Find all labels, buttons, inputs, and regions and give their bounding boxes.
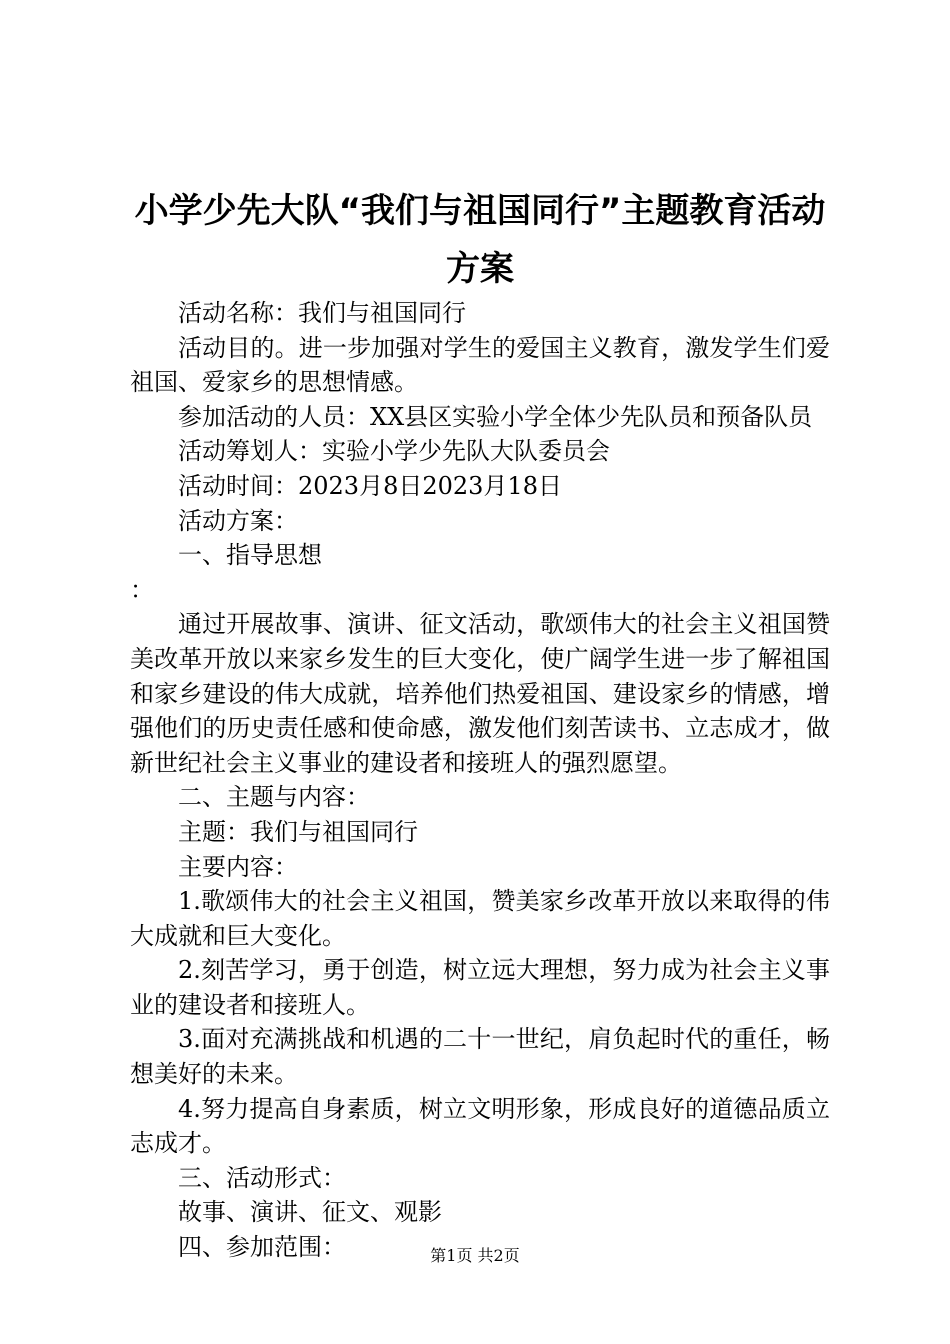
paragraph: 一、指导思想 (178, 541, 322, 570)
page-footer: 第1页 共2页 (430, 1246, 520, 1265)
paragraph: 活动筹划人：实验小学少先队大队委员会 (178, 437, 610, 466)
paragraph: 3.面对充满挑战和机遇的二十一世纪，肩负起时代的重任，畅想美好的未来。 (130, 1025, 830, 1089)
paragraph: 故事、演讲、征文、观影 (178, 1198, 442, 1227)
paragraph: 四、参加范围： (178, 1233, 346, 1262)
paragraph: 活动名称：我们与祖国同行 (178, 299, 466, 327)
document-title: 小学少先大队“我们与祖国同行”主题教育活动方案 (134, 191, 826, 289)
paragraph: 活动目的。进一步加强对学生的爱国主义教育，激发学生们爱祖国、爱家乡的思想情感。 (130, 333, 830, 397)
paragraph: 4.努力提高自身素质，树立文明形象，形成良好的道德品质立志成才。 (130, 1094, 830, 1158)
paragraph: ： (130, 575, 154, 604)
paragraph: 2.刻苦学习，勇于创造，树立远大理想，努力成为社会主义事业的建设者和接班人。 (130, 956, 830, 1019)
paragraph: 主要内容： (178, 852, 298, 881)
paragraph: 参加活动的人员：XX县区实验小学全体少先队员和预备队员 (178, 402, 813, 431)
paragraph: 通过开展故事、演讲、征文活动，歌颂伟大的社会主义祖国赞美改革开放以来家乡发生的巨大变化，使广阔学生进一步了解祖国和家乡建设的伟大成就，培养他们热爱祖国、建设家乡的情感，增强他们的历史责任感和使命感，激发他们刻苦读书、立志成才，做新世纪社会主义事业的建设者和接班人的强烈愿望。 (130, 610, 830, 777)
paragraph: 主题：我们与祖国同行 (178, 817, 418, 846)
document-page (130, 0, 830, 1344)
paragraph: 二、主题与内容： (178, 783, 370, 812)
paragraph: 活动方案： (178, 506, 298, 535)
paragraph: 三、活动形式： (178, 1163, 346, 1192)
document-body (130, 296, 830, 1265)
paragraph: 1.歌颂伟大的社会主义祖国，赞美家乡改革开放以来取得的伟大成就和巨大变化。 (130, 887, 830, 950)
paragraph: 活动时间：2023月8日2023月18日 (178, 471, 562, 500)
